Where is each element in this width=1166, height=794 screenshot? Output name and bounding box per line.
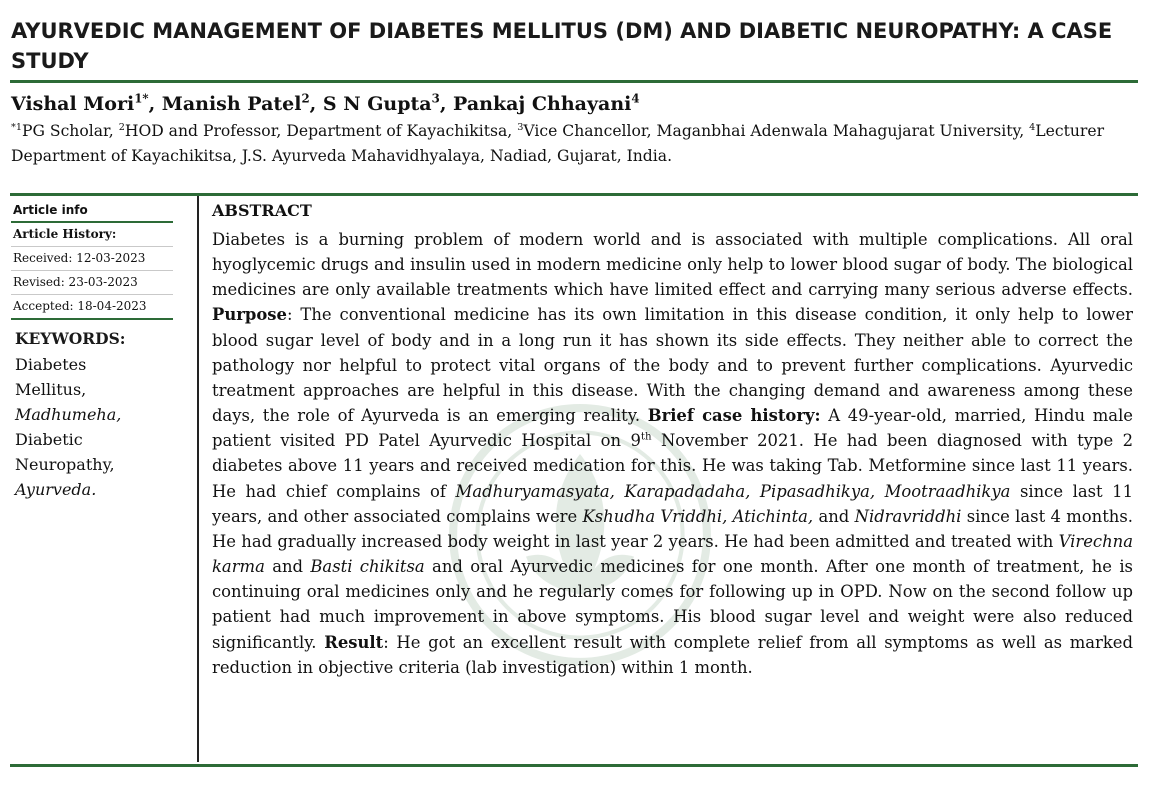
revised-date: Revised: 23-03-2023 <box>11 271 173 295</box>
keyword: Neuropathy, <box>15 455 115 474</box>
affil-sup: 4 <box>1029 121 1036 133</box>
header-rule <box>10 193 1138 196</box>
sanskrit-term: Madhuryamasyata, Karapadadaha, Pipasadhikya, Mootraadhikya <box>455 481 1011 501</box>
abstract-heading: ABSTRACT <box>212 201 312 220</box>
author-name: Manish Patel <box>161 93 302 115</box>
sanskrit-term: Kshudha Vriddhi, Atichinta, <box>582 506 814 526</box>
abstract-text: and <box>264 557 311 577</box>
abstract-text: since last 11 years, and other associated complains were <box>212 481 1133 526</box>
abstract-text: since last 4 months. He had gradually increased body weight in last year 2 years. He had been admitted and treated with <box>212 506 1133 551</box>
received-date: Received: 12-03-2023 <box>11 247 173 271</box>
affil-sup: *1 <box>11 121 22 133</box>
abstract-text: : The conventional medicine has its own limitation in this disease condition, it only help to lower blood sugar level of body and in a long run it has shown its side effects. They neither able to correct the pathology nor helpful to protect vital organs of the body and to prevent further complications. Ayurvedic treatment approaches are helpful in this disease. With the changing demand and awareness among these days, the role of Ayurveda is an emerging reality. <box>212 305 1133 426</box>
column-divider <box>197 196 199 762</box>
date-sup: th <box>640 431 652 443</box>
keyword-list <box>15 352 174 502</box>
sanskrit-term: Nidravriddhi <box>854 506 962 526</box>
keywords-heading: KEYWORDS: <box>15 329 126 348</box>
affil-text: HOD and Professor, Department of Kayachikitsa, <box>124 122 518 140</box>
abstract-text: : He got an excellent result with complete relief from all symptoms as well as marked reduction in objective criteria (lab investigation) within 1 month. <box>212 632 1133 677</box>
accepted-date: Accepted: 18-04-2023 <box>11 295 173 320</box>
title-rule <box>10 80 1138 83</box>
abstract-text: and oral Ayurvedic medicines for one month. After one month of treatment, he is continuing oral medicines only and he regularly comes for following up in OPD. Now on the second follow up patient had much improvement in above symptoms. His blood sugar level and weight were also reduced significantly. <box>212 557 1133 652</box>
keyword: Diabetic <box>15 430 83 449</box>
author-sup: 1* <box>134 91 149 106</box>
author-sup: 4 <box>631 91 640 106</box>
affil-text: PG Scholar, <box>21 122 119 140</box>
abstract-text: November 2021. He had been diagnosed with type 2 diabetes above 11 years and received medication for this. He was taking Tab. Metformine since last 11 years. He had chief complains of <box>212 431 1134 501</box>
abstract-section <box>212 199 1133 680</box>
result-label: Result <box>324 632 384 652</box>
author-name: S N Gupta <box>322 93 432 115</box>
author-sup: 3 <box>431 91 440 106</box>
case-history-label: Brief case history: <box>647 406 821 426</box>
affil-text: Vice Chancellor, Maganbhai Adenwala Mahagujarat University, <box>523 122 1030 140</box>
abstract-text: Diabetes is a burning problem of modern world and is associated with multiple complications. All oral hyoglycemic drugs and insulin used in modern medicine only help to lower blood sugar of body. The biological medicines are only available treatments which have limited effect and carrying many serious adverse effects. <box>212 230 1133 300</box>
author-name: Vishal Mori <box>11 93 135 115</box>
article-info-heading: Article info <box>11 198 173 223</box>
keyword: Mellitus, <box>15 380 87 399</box>
keyword: Diabetes <box>15 355 87 374</box>
abstract-text: and <box>813 506 855 526</box>
keyword: Madhumeha, <box>15 405 122 424</box>
purpose-label: Purpose <box>212 305 287 325</box>
author-sup: 2 <box>301 91 310 106</box>
affiliations <box>11 119 1131 168</box>
paper-title: AYURVEDIC MANAGEMENT OF DIABETES MELLITUS (DM) AND DIABETIC NEUROPATHY: A CASE STUDY <box>11 19 1113 73</box>
sanskrit-term: Virechna karma <box>212 531 1133 577</box>
keyword: Ayurveda. <box>15 480 97 499</box>
abstract-text: A 49-year-old, married, Hindu male patient visited PD Patel Ayurvedic Hospital on 9 <box>212 406 1134 451</box>
affil-sup: 2 <box>118 121 125 133</box>
article-info-sidebar <box>11 198 174 761</box>
affil-text: Lecturer Department of Kayachikitsa, J.S. Ayurveda Mahavidhyalaya, Nadiad, Gujarat, India. <box>11 122 1105 165</box>
abstract-body <box>212 227 1133 680</box>
affil-sup: 3 <box>517 121 524 133</box>
article-history-label: Article History: <box>11 223 173 247</box>
sanskrit-term: Basti chikitsa <box>310 557 425 577</box>
author-name: Pankaj Chhayani <box>453 93 632 115</box>
author-list: Vishal Mori$^{1*}$, Manish Patel$^2$, S N Gupta$^3$, Pankaj Chhayani$^4$ <box>11 91 640 115</box>
footer-rule <box>10 764 1138 767</box>
